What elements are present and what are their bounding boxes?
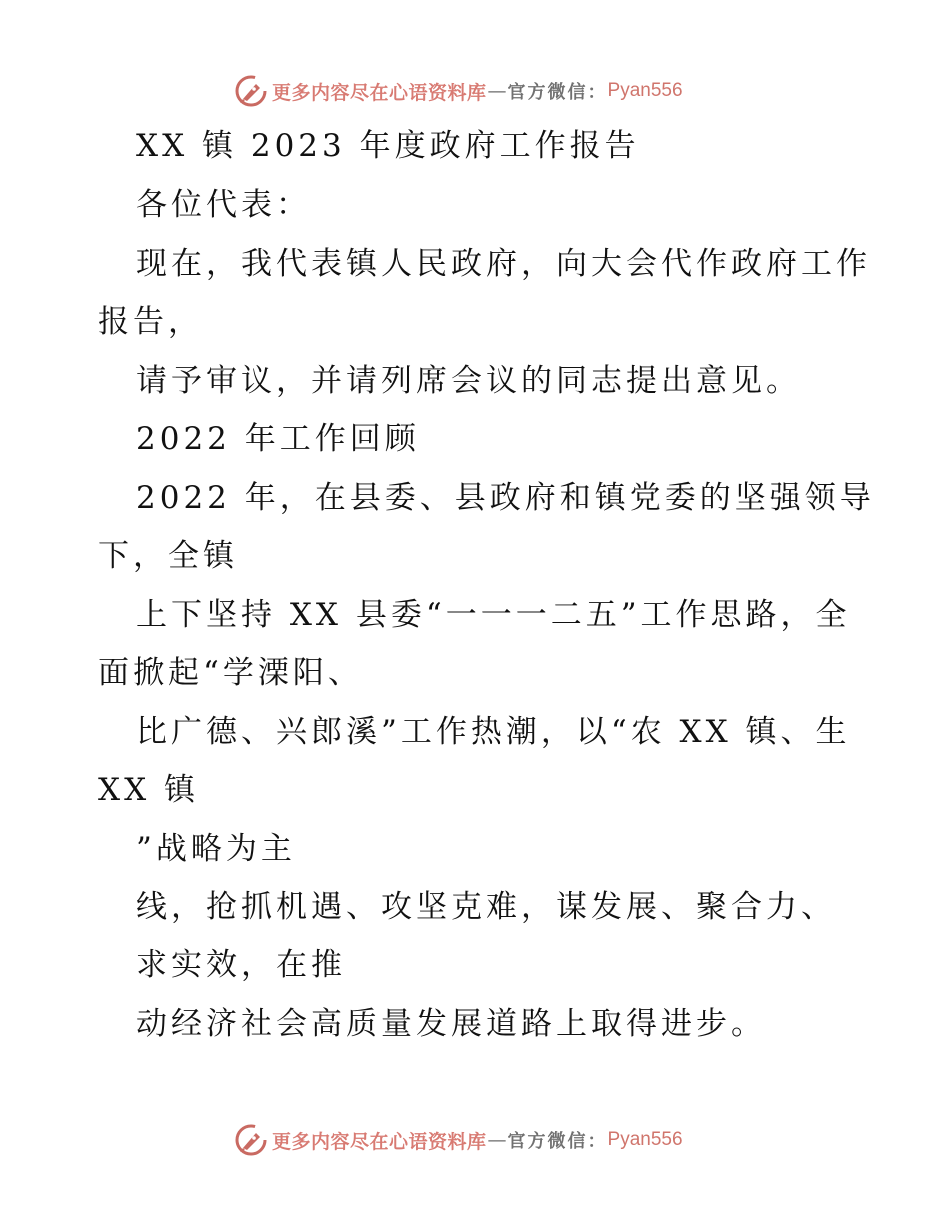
document-title: XX 镇 2023 年度政府工作报告 (136, 128, 640, 164)
watermark-wechat-id: Pyan556 (607, 1129, 683, 1150)
watermark-main-text: 更多内容尽在心语资料库 (272, 1130, 487, 1153)
watermark-footer (234, 1122, 683, 1158)
paragraph-line: 面掀起“学溧阳、 (98, 655, 363, 691)
paragraph-line: 线，抢抓机遇、攻坚克难，谋发展、聚合力、 (136, 889, 836, 925)
watermark-main-text: 更多内容尽在心语资料库 (272, 81, 487, 104)
watermark-sub-text: 官方微信： (507, 82, 608, 103)
paragraph-line: ”战略为主 (136, 831, 296, 867)
watermark-header (234, 73, 683, 109)
paragraph-line: XX 镇 (98, 772, 199, 808)
watermark-sub-text: 官方微信： (507, 1131, 608, 1152)
paragraph-line: 比广德、兴郎溪”工作热潮，以“农 XX 镇、生 (136, 714, 851, 750)
section-heading: 2022 年工作回顾 (136, 421, 420, 457)
paragraph-line: 请予审议，并请列席会议的同志提出意见。 (136, 363, 801, 399)
salutation: 各位代表： (136, 187, 311, 223)
paragraph-line: 2022 年，在县委、县政府和镇党委的坚强领导 (136, 480, 875, 516)
paragraph-line: 下，全镇 (98, 538, 238, 574)
pen-nib-logo-icon (234, 1123, 268, 1157)
paragraph-line: 求实效，在推 (136, 947, 346, 983)
paragraph-line: 现在，我代表镇人民政府，向大会代作政府工作 (136, 246, 871, 282)
watermark-wechat-id: Pyan556 (607, 80, 683, 101)
watermark-dash: — (487, 80, 507, 102)
watermark-dash: — (487, 1129, 507, 1151)
paragraph-line: 上下坚持 XX 县委“一一一二五”工作思路，全 (136, 597, 851, 633)
paragraph-line: 报告， (98, 304, 203, 340)
paragraph-line: 动经济社会高质量发展道路上取得进步。 (136, 1006, 766, 1042)
pen-nib-logo-icon (234, 74, 268, 108)
